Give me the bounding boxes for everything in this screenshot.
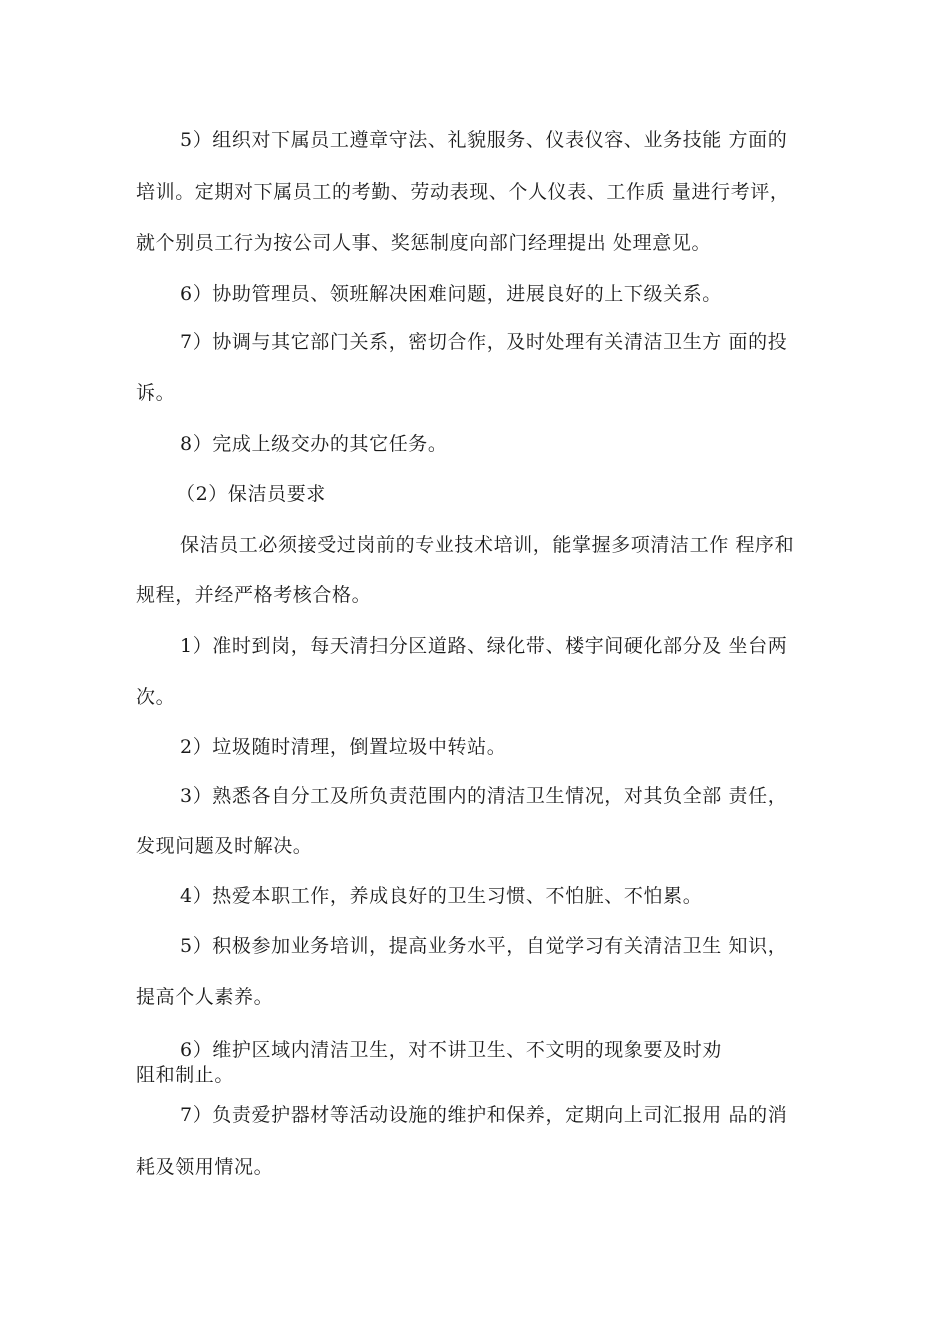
- text-line: 诉。: [136, 382, 176, 404]
- section-heading: （2）保洁员要求: [176, 483, 326, 505]
- text-line: 发现问题及时解决。: [136, 835, 313, 857]
- text-line: 提高个人素养。: [136, 986, 274, 1008]
- text-line: 6）维护区域内清洁卫生，对不讲卫生、不文明的现象要及时劝: [180, 1039, 722, 1061]
- text-line: 7）协调与其它部门关系，密切合作，及时处理有关清洁卫生方 面的投: [180, 331, 788, 353]
- text-line: 1）准时到岗，每天清扫分区道路、绿化带、楼宇间硬化部分及 坐台两: [180, 635, 788, 657]
- text-line: 次。: [136, 686, 176, 708]
- text-line: 3）熟悉各自分工及所负责范围内的清洁卫生情况，对其负全部 责任，: [180, 785, 788, 807]
- text-line: 阻和制止。: [136, 1064, 235, 1086]
- text-line: 培训。定期对下属员工的考勤、劳动表现、个人仪表、工作质 量进行考评，: [136, 181, 790, 203]
- text-line: 规程，并经严格考核合格。: [136, 584, 372, 606]
- text-line: 就个别员工行为按公司人事、奖惩制度向部门经理提出 处理意见。: [136, 232, 712, 254]
- text-line: 5）积极参加业务培训，提高业务水平，自觉学习有关清洁卫生 知识，: [180, 935, 788, 957]
- text-line: 4）热爱本职工作，养成良好的卫生习惯、不怕脏、不怕累。: [180, 885, 703, 907]
- text-line: 8）完成上级交办的其它任务。: [180, 433, 448, 455]
- text-line: 6）协助管理员、领班解决困难问题，进展良好的上下级关系。: [180, 283, 722, 305]
- text-line: 7）负责爱护器材等活动设施的维护和保养，定期向上司汇报用 品的消: [180, 1104, 788, 1126]
- text-line: 保洁员工必须接受过岗前的专业技术培训，能掌握多项清洁工作 程序和: [180, 534, 795, 556]
- text-line: 2）垃圾随时清理，倒置垃圾中转站。: [180, 736, 507, 758]
- text-line: 5）组织对下属员工遵章守法、礼貌服务、仪表仪容、业务技能 方面的: [180, 129, 788, 151]
- text-line: 耗及领用情况。: [136, 1156, 274, 1178]
